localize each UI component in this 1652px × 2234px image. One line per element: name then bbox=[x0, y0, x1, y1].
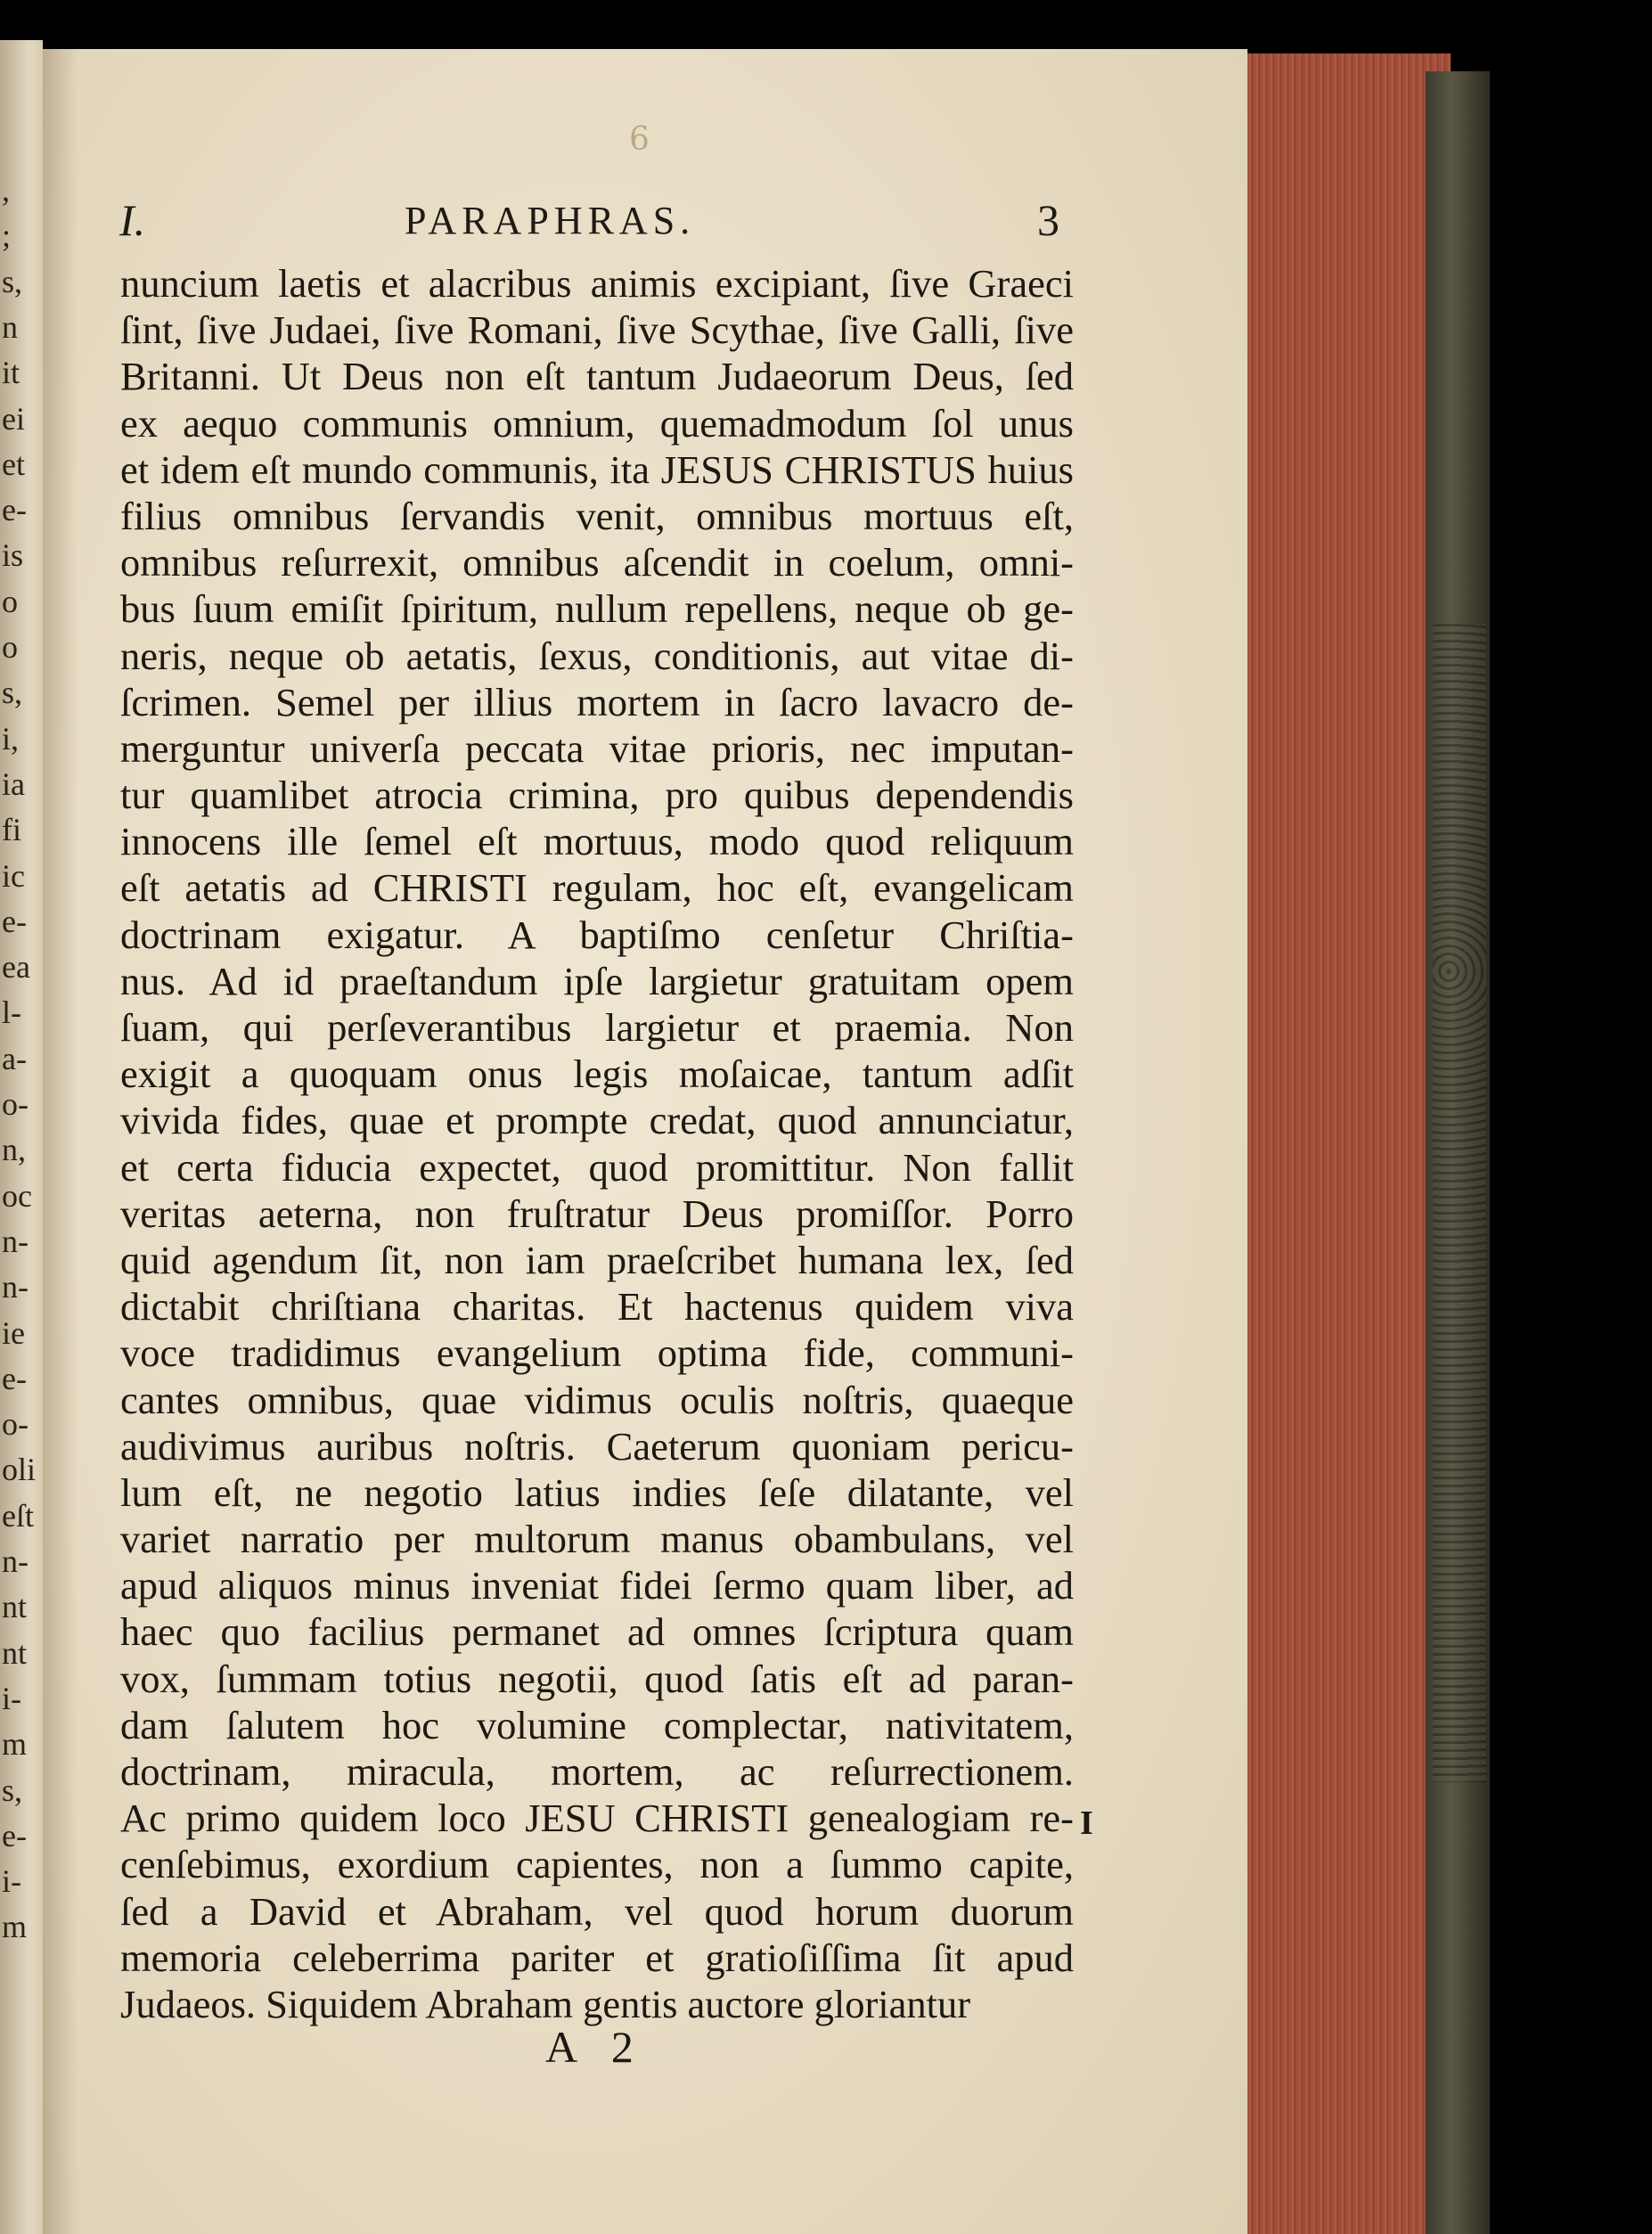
previous-page-fragment: e- bbox=[2, 1817, 27, 1853]
text-line: exigit a quoquam onus legis moſaicae, tantum adſit bbox=[120, 1052, 1074, 1097]
text-line: cenſebimus, exordium capientes, non a ſummo capite, bbox=[120, 1842, 1074, 1887]
previous-page-fragment: e- bbox=[2, 492, 27, 528]
previous-page-edge bbox=[0, 40, 43, 2234]
text-line: dam ſalutem hoc volumine complectar, nativitatem, bbox=[120, 1702, 1074, 1747]
text-line: ſuam, qui perſeverantibus largietur et praemia. Non bbox=[120, 1005, 1074, 1050]
text-line: innocens ille ſemel eſt mortuus, modo quod reliquum bbox=[120, 819, 1074, 864]
text-line: voce tradidimus evangelium optima fide, communi- bbox=[120, 1330, 1074, 1376]
previous-page-fragment: ; bbox=[2, 217, 12, 254]
previous-page-fragment: e- bbox=[2, 903, 27, 939]
previous-page-fragment: i- bbox=[2, 1863, 21, 1900]
text-line: vivida fides, quae et prompte credat, quod annunciatur, bbox=[120, 1098, 1074, 1143]
previous-page-fragment: is bbox=[2, 537, 24, 574]
previous-page-fragment: nt bbox=[2, 1634, 28, 1671]
previous-page-fragment: , bbox=[2, 172, 10, 208]
previous-page-fragment: fi bbox=[2, 812, 21, 848]
previous-page-fragment: o bbox=[2, 583, 18, 619]
previous-page-fragment: it bbox=[2, 355, 20, 391]
previous-page-fragment: o bbox=[2, 629, 18, 665]
cover-texture bbox=[1433, 624, 1486, 1782]
text-line: Ac primo quidem loco JESU CHRISTI genealogiam re- bbox=[120, 1796, 1074, 1841]
text-line: dictabit chriſtiana charitas. Et hactenus quidem viva bbox=[120, 1284, 1074, 1330]
page-number: 3 bbox=[1037, 195, 1059, 245]
text-line: apud aliquos minus inveniat fidei ſermo quam liber, ad bbox=[120, 1563, 1074, 1608]
running-header bbox=[119, 194, 1059, 251]
text-line: haec quo facilius permanet ad omnes ſcriptura quam bbox=[120, 1609, 1074, 1655]
previous-page-fragment: o- bbox=[2, 1406, 29, 1443]
previous-page-fragment: nt bbox=[2, 1589, 28, 1625]
previous-page-fragment: ea bbox=[2, 949, 30, 986]
signature-mark: I. bbox=[119, 195, 146, 245]
previous-page-fragment: i- bbox=[2, 1680, 21, 1716]
text-line: doctrinam exigatur. A baptiſmo cenſetur Chriſtia- bbox=[120, 912, 1074, 957]
text-line: nus. Ad id praeſtandum ipſe largietur gratuitam opem bbox=[120, 958, 1074, 1003]
text-line: ſed a David et Abraham, vel quod horum duorum bbox=[120, 1888, 1074, 1934]
previous-page-fragment: m bbox=[2, 1909, 28, 1945]
previous-page-fragment: ia bbox=[2, 765, 25, 802]
text-line: nuncium laetis et alacribus animis excipiant, ſive Graeci bbox=[120, 261, 1074, 306]
text-line: variet narratio per multorum manus obambulans, vel bbox=[120, 1517, 1074, 1562]
text-line: audivimus auribus noſtris. Caeterum quoniam pericu- bbox=[120, 1423, 1074, 1469]
catchword: A 2 bbox=[545, 2022, 646, 2072]
previous-page-fragment: ic bbox=[2, 857, 25, 894]
text-line: ſint, ſive Judaei, ſive Romani, ſive Scythae, ſive Galli, ſive bbox=[120, 307, 1074, 353]
previous-page-fragment: ei bbox=[2, 400, 25, 437]
previous-page-fragment: o- bbox=[2, 1086, 29, 1122]
text-line: Britanni. Ut Deus non eſt tantum Judaeorum Deus, ſed bbox=[120, 354, 1074, 399]
previous-page-fragment: e- bbox=[2, 1360, 27, 1396]
previous-page-fragment: n- bbox=[2, 1543, 29, 1579]
text-line: merguntur univerſa peccata vitae prioris, nec imputan- bbox=[120, 725, 1074, 771]
text-line: filius omnibus ſervandis venit, omnibus mortuus eſt, bbox=[120, 493, 1074, 538]
text-line: neris, neque ob aetatis, ſexus, conditionis, aut vitae di- bbox=[120, 633, 1074, 678]
previous-page-fragment: s, bbox=[2, 263, 23, 299]
previous-page-fragment: oli bbox=[2, 1452, 37, 1488]
text-line: memoria celeberrima pariter et gratioſiſſima ſit apud bbox=[120, 1935, 1074, 1980]
previous-page-fragment: l- bbox=[2, 994, 21, 1031]
text-line: omnibus reſurrexit, omnibus aſcendit in coelum, omni- bbox=[120, 540, 1074, 585]
previous-page-fragment: ie bbox=[2, 1314, 25, 1351]
text-line: Judaeos. Siquidem Abraham gentis auctore gloriantur bbox=[120, 1981, 971, 2026]
text-line: ſcrimen. Semel per illius mortem in ſacro lavacro de- bbox=[120, 679, 1074, 724]
previous-page-fragment: eſt bbox=[2, 1497, 34, 1534]
margin-mark: I bbox=[1080, 1804, 1093, 1842]
text-line: et certa fiducia expectet, quod promittitur. Non fallit bbox=[120, 1144, 1074, 1190]
text-line: veritas aeterna, non fruſtratur Deus promiſſor. Porro bbox=[120, 1191, 1074, 1236]
text-line: vox, ſummam totius negotii, quod ſatis eſt ad paran- bbox=[120, 1656, 1074, 1701]
previous-page-fragment: m bbox=[2, 1726, 28, 1763]
previous-page-fragment: s, bbox=[2, 1772, 23, 1808]
gutter-shadow bbox=[43, 49, 78, 2234]
previous-page-fragment: n bbox=[2, 308, 18, 345]
previous-page-fragment: i, bbox=[2, 720, 20, 757]
text-line: doctrinam, miracula, mortem, ac reſurrectionem. bbox=[120, 1749, 1074, 1794]
previous-page-fragment: n- bbox=[2, 1269, 29, 1305]
text-line: lum eſt, ne negotio latius indies ſeſe dilatante, vel bbox=[120, 1469, 1074, 1515]
previous-page-fragment: n- bbox=[2, 1223, 29, 1259]
previous-page-fragment: n, bbox=[2, 1132, 26, 1168]
text-line: ex aequo communis omnium, quemadmodum ſol unus bbox=[120, 400, 1074, 446]
previous-page-fragment: a- bbox=[2, 1040, 27, 1076]
text-line: eſt aetatis ad CHRISTI regulam, hoc eſt, evangelicam bbox=[120, 865, 1074, 911]
body-text bbox=[120, 260, 1074, 2027]
stain-mark: 6 bbox=[629, 121, 650, 158]
text-line: cantes omnibus, quae vidimus oculis noſtris, quaeque bbox=[120, 1377, 1074, 1422]
previous-page-fragment: s, bbox=[2, 675, 23, 711]
text-line: tur quamlibet atrocia crimina, pro quibus dependendis bbox=[120, 773, 1074, 818]
text-line: et idem eſt mundo communis, ita JESUS CHRISTUS huius bbox=[120, 446, 1074, 492]
previous-page-fragment: et bbox=[2, 446, 25, 482]
text-line: quid agendum ſit, non iam praeſcribet humana lex, ſed bbox=[120, 1237, 1074, 1282]
page-block-edge bbox=[1247, 53, 1451, 2234]
previous-page-fragment: oc bbox=[2, 1177, 32, 1214]
text-line: bus ſuum emiſit ſpiritum, nullum repellens, neque ob ge- bbox=[120, 586, 1074, 632]
running-title: PARAPHRAS. bbox=[405, 199, 696, 242]
